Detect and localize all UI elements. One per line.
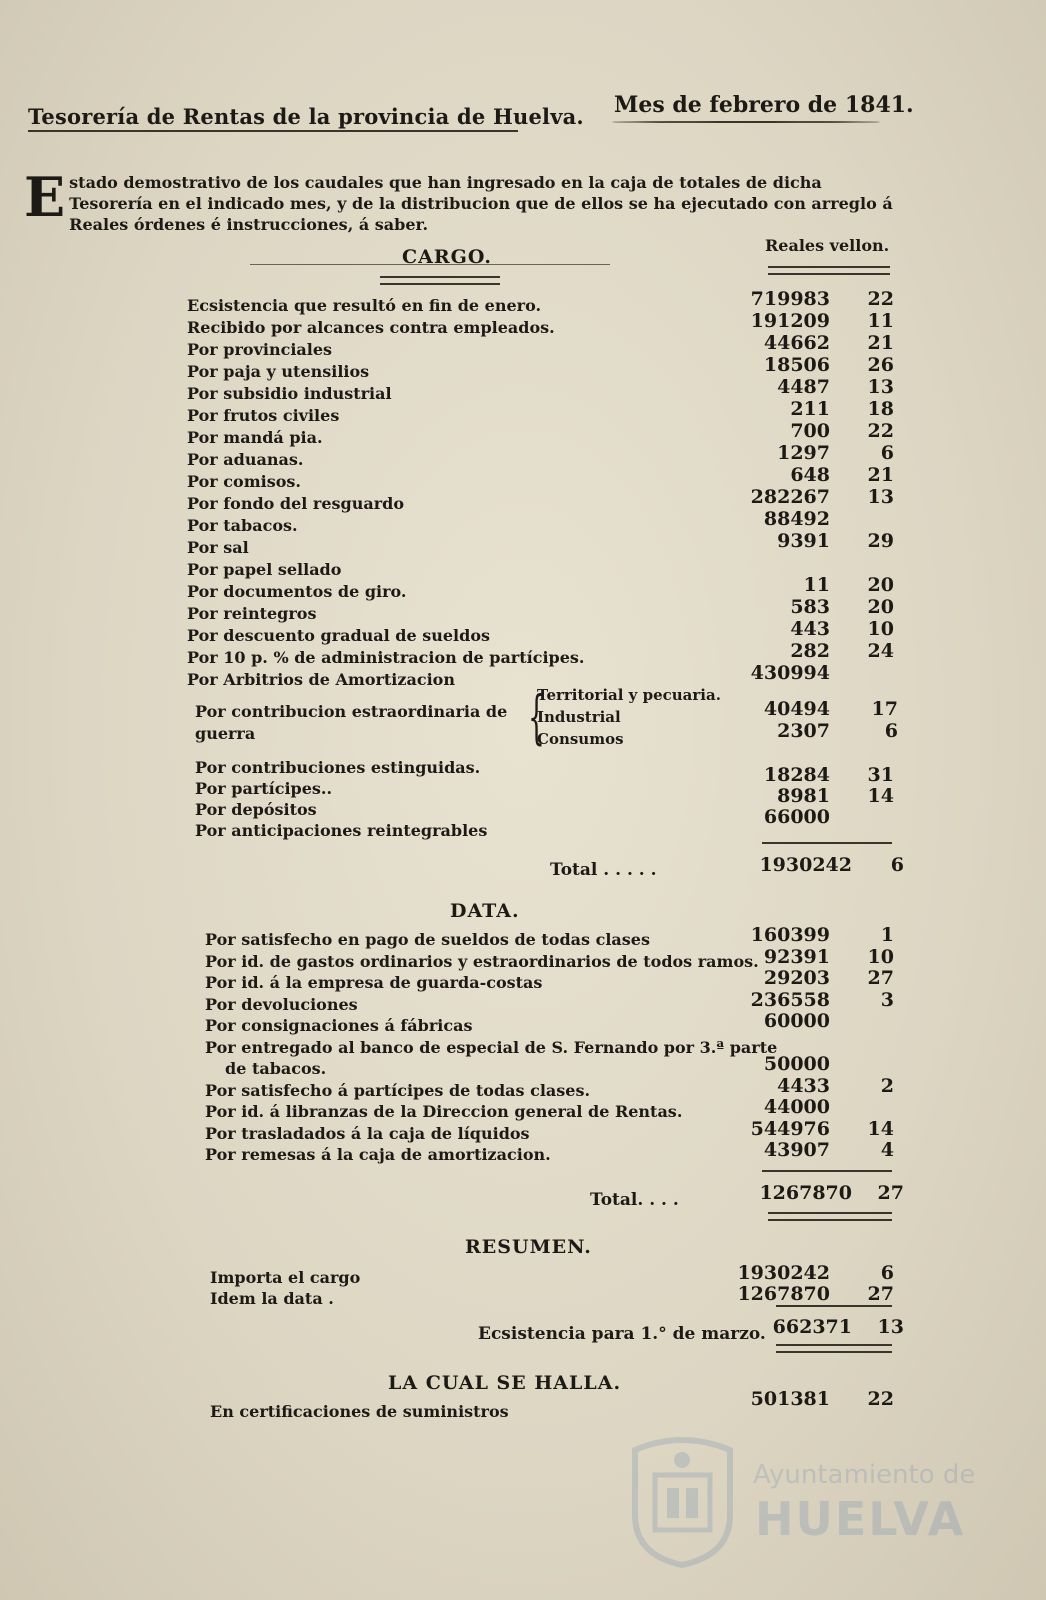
intro-initial: E: [24, 165, 66, 229]
data-row-label: Por id. á la empresa de guarda-costas: [205, 973, 543, 992]
cargo-row: [0, 779, 1046, 807]
cargo-row-label: Por tabacos.: [187, 516, 298, 535]
data-row: [0, 1038, 1046, 1060]
cargo-row-label: Por subsidio industrial: [187, 384, 392, 403]
extraordinaria-item: Consumos: [537, 730, 624, 748]
cargo-row-label: Por contribuciones estinguidas.: [195, 758, 481, 777]
data-row-amount: 544976: [750, 1117, 830, 1140]
cargo-row-label: Por frutos civiles: [187, 406, 340, 425]
balance-label: Ecsistencia para 1.° de marzo.: [478, 1324, 766, 1344]
data-row: [0, 1139, 1046, 1167]
data-row-amount: 4433: [777, 1074, 830, 1097]
ayuntamiento-watermark: [625, 1420, 976, 1570]
cargo-row-cents: 31: [867, 764, 894, 786]
cargo-row-amount: 66000: [763, 806, 830, 828]
se-halla-row-cents: 22: [867, 1388, 894, 1410]
cargo-row-label: Por depósitos: [195, 800, 317, 819]
cargo-row-label: Por reintegros: [187, 604, 317, 623]
data-row-cents: 4: [880, 1139, 894, 1161]
data-row-label: Por consignaciones á fábricas: [205, 1016, 473, 1035]
balance-double-rule: [776, 1344, 892, 1353]
cargo-row-amount: 18284: [763, 764, 830, 786]
resumen-sum-rule: [776, 1305, 892, 1307]
cargo-row-cents: 13: [867, 376, 894, 398]
data-row-amount: 160399: [750, 924, 830, 946]
cargo-row-label: Por fondo del resguardo: [187, 494, 404, 513]
watermark-line-2: HUELVA: [755, 1492, 966, 1546]
watermark-line-1: Ayuntamiento de: [753, 1460, 976, 1490]
cargo-sum-rule: [762, 842, 892, 844]
cargo-row-amount: 11: [803, 574, 830, 596]
cargo-row-amount: 8981: [777, 785, 830, 807]
intro-paragraph: [24, 165, 894, 235]
city-seal-icon: [625, 1420, 740, 1570]
data-row-amount: 92391: [763, 945, 830, 968]
data-title: DATA.: [450, 900, 520, 922]
data-row-label: Por entregado al banco de especial de S. Fernando por 3.ª parte: [205, 1037, 778, 1057]
cargo-row-cents: 21: [867, 332, 894, 354]
data-row-amount: 236558: [750, 988, 830, 1011]
data-row-label: Por id. de gastos ordinarios y estraordinarios de todos ramos.: [205, 951, 759, 971]
data-total-amount: 1267870: [759, 1182, 852, 1204]
data-row-amount: 60000: [763, 1010, 830, 1032]
extraordinaria-item: Territorial y pecuaria.: [537, 686, 721, 704]
cargo-row: [0, 530, 1046, 560]
cargo-ornament-rule: [380, 276, 500, 285]
units-double-rule: [768, 266, 890, 275]
data-row: [0, 1010, 1046, 1038]
data-row: [0, 1074, 1046, 1103]
balance-amount: 662371: [772, 1316, 852, 1338]
period-heading: Mes de febrero de 1841.: [614, 92, 914, 118]
cargo-row: [0, 662, 1046, 692]
data-row-cents: 3: [880, 988, 894, 1011]
extraordinaria-brace: {: [528, 683, 545, 751]
cargo-row-cents: 29: [867, 530, 894, 552]
cargo-row-label: Ecsistencia que resultó en fin de enero.: [187, 296, 542, 315]
extraordinaria-item: Industrial: [537, 708, 621, 726]
cargo-row-label: Por papel sellado: [187, 560, 342, 579]
cargo-row-label: Por 10 p. % de administracion de partícipes.: [187, 648, 585, 667]
cargo-row-cents: 24: [867, 640, 894, 662]
cargo-row: [0, 821, 1046, 843]
data-row-amount: 43907: [763, 1139, 830, 1161]
cargo-row-cents: 22: [867, 420, 894, 442]
data-row-label: Por id. á libranzas de la Direccion general de Rentas.: [205, 1102, 683, 1121]
extraordinaria-amount: 2307: [777, 720, 830, 742]
extraordinaria-label: Por contribucion estraordinaria de: [195, 702, 508, 721]
cargo-row-amount: 1297: [777, 442, 830, 464]
cargo-row-amount: 719983: [750, 288, 830, 310]
cargo-row-amount: 9391: [777, 530, 830, 552]
cargo-row-amount: 282267: [750, 486, 830, 508]
cargo-row-cents: 10: [867, 618, 894, 640]
cargo-row-cents: 14: [867, 785, 894, 807]
resumen-row-label: Idem la data .: [210, 1289, 334, 1308]
cargo-row-amount: 211: [790, 398, 830, 420]
se-halla-row-label: En certificaciones de suministros: [210, 1402, 509, 1421]
data-double-rule: [768, 1212, 892, 1221]
se-halla-row-amount: 501381: [750, 1388, 830, 1410]
cargo-total-cents: 6: [890, 854, 904, 876]
cargo-row-cents: 21: [867, 464, 894, 486]
data-row-cents: 10: [867, 945, 894, 968]
cargo-row-label: Por documentos de giro.: [187, 582, 407, 601]
resumen-row-label: Importa el cargo: [210, 1268, 361, 1287]
cargo-row-amount: 4487: [777, 376, 830, 398]
data-total-label: Total. . . .: [590, 1190, 679, 1210]
data-row-cents: 14: [867, 1117, 894, 1140]
cargo-row-amount: 700: [790, 420, 830, 442]
cargo-row-cents: 26: [867, 354, 894, 376]
cargo-row-amount: 282: [790, 640, 830, 662]
data-row-amount: 29203: [763, 967, 830, 989]
cargo-row-cents: 13: [867, 486, 894, 508]
cargo-row-amount: 430994: [750, 662, 830, 684]
cargo-row-cents: 11: [867, 310, 894, 332]
data-row: [0, 988, 1046, 1017]
extraordinaria-label-2: guerra: [195, 724, 256, 743]
cargo-row-amount: 648: [790, 464, 830, 486]
data-row-label: Por trasladados á la caja de líquidos: [205, 1123, 530, 1143]
resumen-row-cents: 6: [880, 1262, 894, 1284]
se-halla-title: LA CUAL SE HALLA.: [388, 1372, 622, 1394]
office-heading-rule: [28, 130, 518, 132]
cargo-row-amount: 44662: [763, 332, 830, 354]
cargo-row: [0, 758, 1046, 786]
cargo-row-label: Por descuento gradual de sueldos: [187, 626, 490, 645]
resumen-row-amount: 1930242: [737, 1262, 830, 1284]
cargo-row-cents: 20: [867, 574, 894, 596]
cargo-row-cents: 20: [867, 596, 894, 618]
data-row-amount: 44000: [763, 1096, 830, 1118]
cargo-row-cents: 18: [867, 398, 894, 420]
cargo-row-label: Por partícipes..: [195, 779, 333, 798]
data-row-cents: 27: [867, 967, 894, 989]
cargo-row: [0, 486, 1046, 516]
cargo-row-label: Recibido por alcances contra empleados.: [187, 318, 555, 337]
cargo-row-label: Por Arbitrios de Amortizacion: [187, 670, 455, 689]
data-row-label: Por satisfecho en pago de sueldos de todas clases: [205, 930, 650, 949]
units-label: Reales vellon.: [765, 236, 890, 255]
data-row-label: Por satisfecho á partícipes de todas clases.: [205, 1080, 591, 1100]
data-sum-rule: [762, 1170, 892, 1172]
resumen-title: RESUMEN.: [465, 1236, 592, 1258]
resumen-row-amount: 1267870: [737, 1283, 830, 1305]
cargo-row-amount: 18506: [763, 354, 830, 376]
cargo-row-amount: 583: [790, 596, 830, 618]
data-row-label: Por remesas á la caja de amortizacion.: [205, 1145, 551, 1164]
cargo-row-amount: 88492: [763, 508, 830, 530]
data-row-label: Por devoluciones: [205, 994, 358, 1014]
cargo-row-amount: 191209: [750, 310, 830, 332]
office-heading: Tesorería de Rentas de la provincia de Huelva.: [28, 104, 584, 129]
extraordinaria-amount: 40494: [763, 698, 830, 720]
cargo-row: [0, 640, 1046, 670]
cargo-row-label: Por mandá pia.: [187, 428, 323, 447]
cargo-row-label: Por aduanas.: [187, 450, 304, 469]
cargo-title: CARGO.: [402, 246, 492, 268]
extraordinaria-cents: 17: [871, 698, 898, 720]
cargo-total-label: Total . . . . .: [550, 860, 657, 880]
cargo-title-rule: [250, 264, 610, 265]
cargo-row-label: Por provinciales: [187, 340, 333, 359]
extraordinaria-cents: 6: [884, 720, 898, 742]
data-row-amount: 50000: [763, 1053, 830, 1075]
cargo-row-label: Por comisos.: [187, 472, 301, 491]
cargo-row-amount: 443: [790, 618, 830, 640]
cargo-row-cents: 22: [867, 288, 894, 310]
data-row-cents: 2: [880, 1074, 894, 1097]
data-row-label: de tabacos.: [225, 1059, 327, 1078]
resumen-row: [0, 1283, 1046, 1311]
intro-text: stado demostrativo de los caudales que han ingresado en la caja de totales de dicha Tesorería en el indicado mes, y de la distribucion que de ellos se ha ejecutado con arreglo á Reales órdenes é instrucciones, á saber.: [69, 173, 893, 234]
cargo-row-label: Por sal: [187, 538, 249, 557]
data-row-cents: 1: [880, 924, 894, 946]
cargo-row-label: Por paja y utensilios: [187, 362, 370, 381]
cargo-row-label: Por anticipaciones reintegrables: [195, 821, 488, 840]
cargo-row-cents: 6: [880, 442, 894, 464]
balance-cents: 13: [877, 1316, 904, 1338]
resumen-row-cents: 27: [867, 1283, 894, 1305]
cargo-row: [0, 800, 1046, 828]
data-total-cents: 27: [877, 1182, 904, 1204]
cargo-total-amount: 1930242: [759, 854, 852, 876]
period-heading-rule: [612, 121, 880, 123]
